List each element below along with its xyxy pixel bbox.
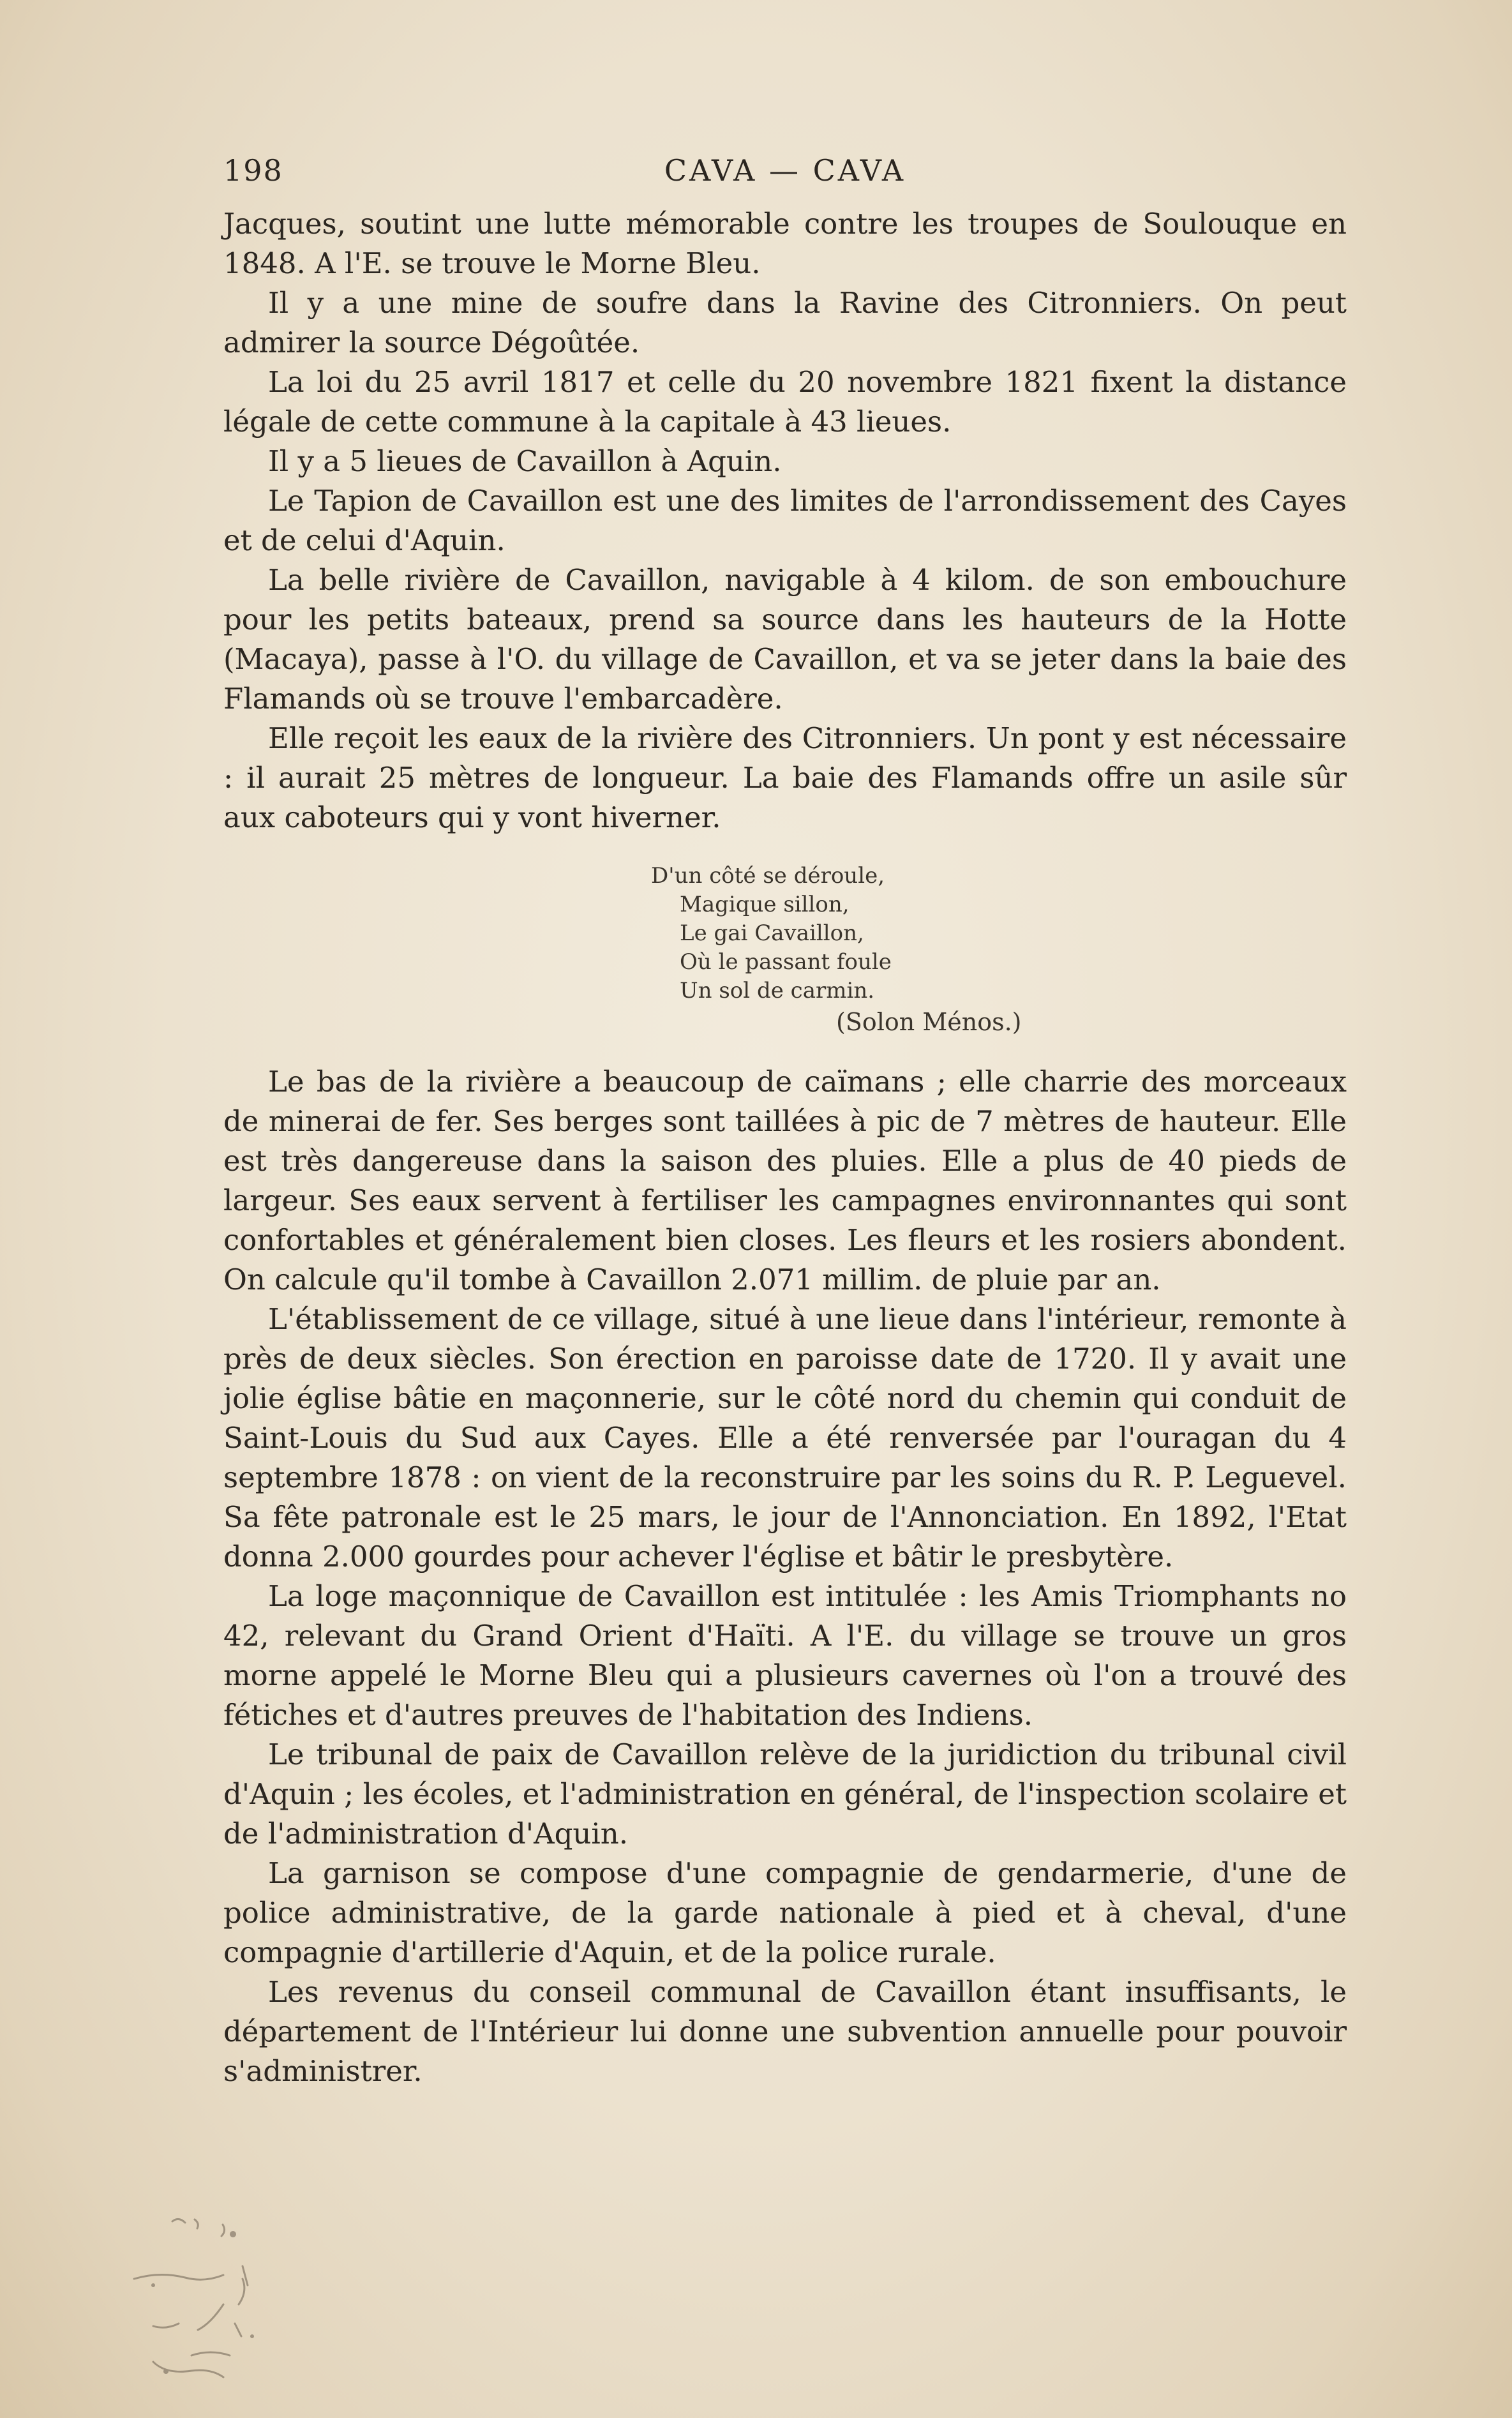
paragraph: Il y a 5 lieues de Cavaillon à Aquin. [268,444,782,478]
book-page [223,140,1347,2387]
paragraph: La loi du 25 avril 1817 et celle du 20 novembre 1821 fixent la distance légale de cette commune à la capitale à 43 lieues. [223,365,1347,439]
paragraph: L'établissement de ce village, situé à une lieue dans l'intérieur, remonte à près de deux siècles. Son érection en paroisse date de 1720. Il y avait une jolie église bâtie en maçonnerie, sur le côté nord du chemin qui conduit de Saint-Louis du Sud aux Cayes. Elle a été renversée par l'ouragan du 4 septembre 1878 : on vient de la reconstruire par les soins du R. P. Leguevel. Sa fête patronale est le 25 mars, le jour de l'Annonciation. En 1892, l'Etat donna 2.000 gourdes pour achever l'église et bâtir le presbytère. [223,1302,1347,1573]
running-head: CAVA — CAVA [664,153,906,188]
paragraph: La belle rivière de Cavaillon, navigable à 4 kilom. de son embouchure pour les petits bateaux, prend sa source dans les hauteurs de la Hotte (Macaya), passe à l'O. du village de Cavaillon, et va se jeter dans la baie des Flamands où se trouve l'embarcadère. [223,563,1347,716]
poem-line: Le gai Cavaillon, [680,920,864,946]
paragraph: Le bas de la rivière a beaucoup de caïmans ; elle charrie des morceaux de minerai de fer. Ses berges sont taillées à pic de 7 mètres de hauteur. Elle est très dangereuse dans la saison des pluies. Elle a plus de 40 pieds de largeur. Ses eaux servent à fertiliser les campagnes environnantes qui sont confortables et généralement bien closes. Les fleurs et les rosiers abondent. On calcule qu'il tombe à Cavaillon 2.071 millim. de pluie par an. [223,1065,1347,1296]
paragraph: Elle reçoit les eaux de la rivière des Citronniers. Un pont y est nécessaire : il aurait 25 mètres de longueur. La baie des Flamands offre un asile sûr aux caboteurs qui y vont hiverner. [223,721,1347,834]
paragraph: Les revenus du conseil communal de Cavaillon étant insuffisants, le département de l'Intérieur lui donne une subvention annuelle pour pouvoir s'administrer. [223,1975,1347,2088]
paragraph: Le tribunal de paix de Cavaillon relève de la juridiction du tribunal civil d'Aquin ; les écoles, et l'administration en général, de l'inspection scolaire et de l'administration d'Aquin. [223,1738,1347,1851]
poem-line: Magique sillon, [680,892,850,917]
poem-attribution: (Solon Ménos.) [836,1008,1022,1036]
page-header [223,140,1347,204]
poem-line: D'un côté se déroule, [651,863,885,889]
body-text [223,204,1347,2091]
poem-quote [651,862,1347,1037]
poem-line: Un sol de carmin. [680,978,875,1003]
paragraph: La loge maçonnique de Cavaillon est intitulée : les Amis Triomphants no 42, relevant du Grand Orient d'Haïti. A l'E. du village se trouve un gros morne appelé le Morne Bleu qui a plusieurs cavernes où l'on a trouvé des fétiches et d'autres preuves de l'habitation des Indiens. [223,1579,1347,1732]
paragraph: La garnison se compose d'une compagnie de gendarmerie, d'une de police administrative, de la garde nationale à pied et à cheval, d'une compagnie d'artillerie d'Aquin, et de la police rurale. [223,1856,1347,1969]
paragraph: Le Tapion de Cavaillon est une des limites de l'arrondissement des Cayes et de celui d'Aquin. [223,484,1347,557]
poem-line: Où le passant foule [680,949,892,975]
library-stamp-smudge [96,2209,306,2400]
page-number: 198 [223,153,283,188]
paragraph: Jacques, soutint une lutte mémorable contre les troupes de Soulouque en 1848. A l'E. se trouve le Morne Bleu. [223,207,1347,280]
paragraph: Il y a une mine de soufre dans la Ravine des Citronniers. On peut admirer la source Dégoûtée. [223,286,1347,359]
